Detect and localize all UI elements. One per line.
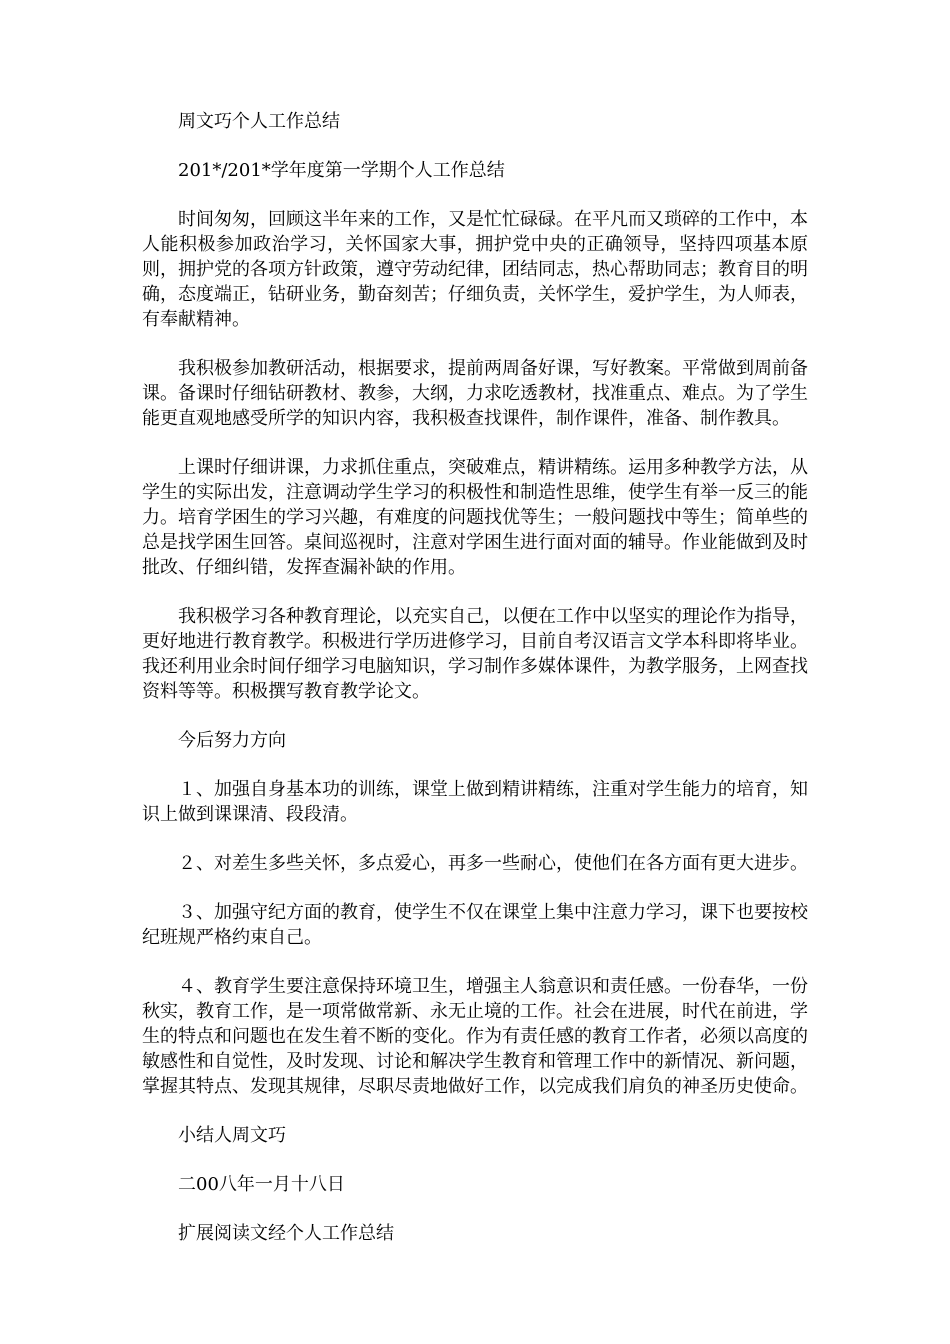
body-paragraph: 我积极参加教研活动，根据要求，提前两周备好课，写好教案。平常做到周前备课。备课时仔细钻研教材、教参，大纲，力求吃透教材，找准重点、难点。为了学生能更直观地感受所学的知识内容，我积极查找课件，制作课件，准备、制作教具。	[142, 358, 808, 429]
future-item: １、加强自身基本功的训练，课堂上做到精讲精练，注重对学生能力的培育，知识上做到课课清、段段清。	[142, 779, 808, 825]
document-subtitle: 201*/201*学年度第一学期个人工作总结	[178, 160, 505, 181]
future-heading: 今后努力方向	[178, 730, 286, 751]
document-page	[142, 109, 808, 1246]
future-item: ４、教育学生要注意保持环境卫生，增强主人翁意识和责任感。一份春华，一份秋实，教育工作，是一项常做常新、永无止境的工作。社会在进展，时代在前进，学生的特点和问题也在发生着不断的变化。作为有责任感的教育工作者，必须以高度的敏感性和自觉性，及时发现、讨论和解决学生教育和管理工作中的新情况、新问题，掌握其特点、发现其规律，尽职尽责地做好工作，以完成我们肩负的神圣历史使命。	[142, 976, 808, 1097]
extended-reading-heading: 扩展阅读文经个人工作总结	[178, 1223, 394, 1244]
signature: 小结人周文巧	[178, 1125, 286, 1146]
body-paragraph: 时间匆匆，回顾这半年来的工作，又是忙忙碌碌。在平凡而又琐碎的工作中，本人能积极参加政治学习，关怀国家大事，拥护党中央的正确领导，坚持四项基本原则，拥护党的各项方针政策，遵守劳动纪律，团结同志，热心帮助同志；教育目的明确，态度端正，钻研业务，勤奋刻苦；仔细负责，关怀学生，爱护学生，为人师表，有奉献精神。	[142, 209, 808, 330]
date: 二00八年一月十八日	[178, 1174, 345, 1195]
body-paragraph: 上课时仔细讲课，力求抓住重点，突破难点，精讲精练。运用多种教学方法，从学生的实际出发，注意调动学生学习的积极性和制造性思维，使学生有举一反三的能力。培育学困生的学习兴趣，有难度的问题找优等生；一般问题找中等生；简单些的总是找学困生回答。桌间巡视时，注意对学困生进行面对面的辅导。作业能做到及时批改、仔细纠错，发挥查漏补缺的作用。	[142, 457, 808, 578]
future-item: ２、对差生多些关怀，多点爱心，再多一些耐心，使他们在各方面有更大进步。	[178, 853, 808, 874]
future-item: ３、加强守纪方面的教育，使学生不仅在课堂上集中注意力学习，课下也要按校纪班规严格约束自己。	[142, 902, 808, 948]
body-paragraph: 我积极学习各种教育理论，以充实自己，以便在工作中以坚实的理论作为指导，更好地进行教育教学。积极进行学历进修学习，目前自考汉语言文学本科即将毕业。我还利用业余时间仔细学习电脑知识，学习制作多媒体课件，为教学服务，上网查找资料等等。积极撰写教育教学论文。	[142, 606, 808, 702]
document-title: 周文巧个人工作总结	[178, 111, 340, 132]
